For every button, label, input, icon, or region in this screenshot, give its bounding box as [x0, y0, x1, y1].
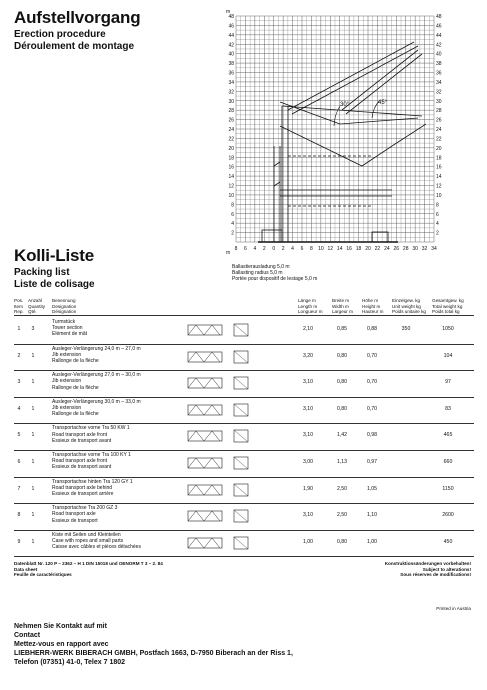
cell-total-weight: 660: [443, 459, 453, 465]
cell-designation: [52, 319, 192, 338]
col-header-length: Länge m Length m Longueur m: [298, 298, 323, 314]
packing-list-subtitle-en: Packing list: [14, 267, 70, 278]
item-sketch: [186, 348, 286, 368]
cell-length: 1,00: [302, 538, 314, 545]
designation-en: Jib extension: [52, 405, 82, 411]
cell-designation: [52, 505, 192, 524]
y-tick-label: 12: [228, 183, 234, 190]
col-header-height: Höhe m Height m Hauteur m: [362, 298, 384, 314]
chart-x-ticks: [235, 246, 437, 252]
designation-de: Transportachse vorne Tra 50 KW 1: [52, 425, 130, 432]
y-tick-label: 10: [228, 192, 234, 199]
changes-fr: Sous réserves de modifications!: [400, 572, 471, 577]
x-tick-label: 0: [272, 246, 276, 252]
col-header-pos: Pos. Item Rep.: [14, 298, 24, 314]
cell-qty: 1: [31, 379, 35, 386]
chart-grid: [236, 16, 434, 242]
designation-fr: Essieux de transport avant: [52, 464, 112, 471]
page-title: Aufstellvorgang: [14, 8, 141, 27]
designation-en: Jib extension: [52, 378, 82, 385]
cell-length: 3,10: [302, 432, 314, 439]
cell-height: 0,70: [366, 405, 378, 412]
page-subtitle-en: Erection procedure: [14, 29, 106, 40]
angle-label-30: 30°: [340, 102, 350, 108]
cell-width: 0,80: [336, 538, 348, 545]
y-tick-label: 18: [228, 155, 234, 162]
item-sketch: [186, 427, 286, 447]
y-tick-label: 6: [231, 211, 234, 218]
contact-line-4: LIEBHERR-WERK BIBERACH GMBH, Postfach 1663, D-7950 Biberach an der Riss 1,: [14, 650, 293, 657]
page-subtitle-fr: Déroulement de montage: [14, 41, 135, 52]
cell-designation: [52, 425, 192, 444]
y-tick-label: 44: [228, 32, 234, 39]
contact-block: [14, 622, 293, 667]
cell-width: 1,13: [336, 459, 348, 465]
y-tick-label: 44: [436, 32, 442, 39]
chart-y-unit: m: [226, 9, 231, 15]
changes-en: Subject to alterations!: [422, 566, 471, 572]
y-tick-label: 16: [436, 164, 442, 171]
table-row: [14, 424, 474, 450]
y-tick-label: 36: [436, 70, 442, 77]
cell-qty: 1: [31, 432, 35, 439]
cell-qty: 1: [31, 538, 35, 545]
cell-qty: 1: [31, 459, 35, 465]
designation-en: Road transport axle behind: [52, 484, 113, 491]
x-tick-label: 2: [262, 246, 266, 252]
datasheet-fr: Feuille de caractéristiques: [14, 572, 72, 577]
col-header-designation: Benennung Designation Désignation: [52, 298, 77, 314]
y-tick-label: 30: [228, 98, 234, 105]
designation-fr: Elément de mât: [52, 331, 88, 338]
cell-total-weight: 104: [443, 352, 453, 359]
cell-total-weight: 2600: [442, 512, 454, 519]
cell-height: 1,05: [366, 485, 378, 492]
y-tick-label: 26: [436, 117, 442, 124]
designation-de: Transportachse vorne Tra 100 KY 1: [52, 452, 131, 458]
cell-qty: 1: [31, 352, 35, 359]
designation-en: Road transport axle front: [52, 431, 108, 438]
chart-y-ticks: [228, 14, 234, 237]
cell-designation: [52, 346, 192, 365]
row-rule: [14, 556, 474, 557]
y-tick-label: 16: [228, 164, 234, 171]
contact-line-5: Telefon (07351) 41-0, Telex 7 1802: [14, 659, 126, 666]
cell-height: 0,70: [366, 379, 378, 386]
y-tick-label: 10: [436, 192, 442, 199]
printed-in: Printed in Austria: [436, 606, 471, 611]
cell-designation: [52, 372, 192, 391]
cell-pos: 3: [17, 379, 21, 386]
y-tick-label: 32: [228, 89, 234, 96]
y-tick-label: 42: [228, 42, 234, 49]
y-tick-label: 2: [436, 230, 439, 237]
designation-fr: Rallonge de la flèche: [52, 411, 99, 418]
cell-pos: 2: [17, 352, 21, 359]
cell-total-weight: 450: [443, 538, 453, 545]
x-tick-label: 16: [346, 246, 352, 252]
y-tick-label: 12: [436, 183, 442, 190]
y-tick-label: 8: [231, 202, 234, 209]
x-tick-label: 12: [327, 246, 334, 252]
cell-length: 3,20: [302, 352, 314, 359]
y-tick-label: 4: [436, 221, 439, 228]
designation-de: Ausleger-Verlängerung 24,0 m – 27,0 m: [52, 345, 141, 352]
table-row: [14, 478, 474, 504]
col-header-width: Breite m Width m Largeur m: [332, 298, 353, 314]
y-tick-label: 4: [231, 221, 234, 228]
y-tick-label: 40: [436, 51, 442, 58]
col-header-qty: Anzahl Quantity Qté.: [28, 298, 46, 314]
y-tick-label: 38: [228, 61, 234, 68]
cell-width: 0,80: [336, 405, 348, 412]
cell-width: 0,80: [336, 352, 348, 359]
designation-de: Transportachse Tra 200 GZ 3: [52, 505, 118, 512]
cell-width: 1,42: [336, 432, 348, 439]
changes-de: Konstruktionsänderungen vorbehalten!: [384, 561, 471, 566]
ballast-en: Ballasting radius 5,0 m: [232, 270, 283, 276]
table-row: [14, 371, 474, 397]
cell-total-weight: 1050: [442, 326, 454, 332]
cell-qty: 3: [31, 326, 35, 332]
designation-fr: Rallonge de la flèche: [52, 358, 99, 364]
designation-en: Road transport axle front: [52, 458, 108, 465]
cell-qty: 1: [31, 485, 35, 492]
cell-qty: 1: [31, 512, 35, 519]
item-sketch: [186, 401, 286, 421]
designation-fr: Essieux de transport arrière: [52, 491, 114, 497]
cell-pos: 8: [17, 512, 21, 519]
y-tick-label: 36: [228, 70, 234, 77]
alterations-block: [385, 561, 471, 578]
y-tick-label: 34: [436, 79, 442, 86]
table-row: [14, 531, 474, 557]
y-tick-label: 28: [436, 108, 442, 115]
cell-height: 0,98: [366, 432, 378, 439]
cell-length: 3,10: [302, 512, 314, 519]
item-sketch: [186, 321, 286, 341]
cell-pos: 6: [17, 459, 21, 465]
cell-height: 0,70: [366, 352, 378, 359]
y-tick-label: 48: [228, 14, 234, 20]
y-tick-label: 42: [436, 42, 442, 49]
x-tick-label: 8: [234, 246, 238, 252]
chart-x-unit: m: [226, 250, 231, 256]
cell-total-weight: 97: [445, 379, 451, 386]
cell-total-weight: 465: [443, 432, 453, 439]
x-tick-label: 6: [244, 246, 247, 252]
y-tick-label: 22: [228, 136, 234, 143]
x-tick-label: 32: [421, 246, 428, 252]
cell-length: 3,10: [302, 379, 314, 386]
x-tick-label: 8: [310, 246, 313, 252]
x-tick-label: 22: [374, 246, 381, 252]
cell-designation: [52, 532, 192, 551]
table-row: [14, 451, 474, 477]
cell-pos: 1: [17, 326, 21, 332]
designation-de: Transportachse hinten Tra 120 GY 1: [52, 478, 133, 485]
y-tick-label: 14: [436, 174, 442, 181]
packing-list-subtitle-fr: Liste de colisage: [14, 279, 95, 290]
cell-designation: [52, 399, 192, 418]
item-sketch: [186, 507, 286, 527]
y-tick-label: 30: [436, 98, 442, 105]
cell-total-weight: 83: [445, 405, 451, 412]
y-tick-label: 40: [228, 51, 234, 58]
table-row: [14, 504, 474, 530]
x-tick-label: 10: [318, 246, 324, 252]
cell-height: 0,88: [366, 326, 378, 332]
angle-label-45: 45°: [378, 100, 388, 106]
designation-de: Turmstück: [52, 319, 76, 325]
designation-de: Ausleger-Verlängerung 27,0 m – 30,0 m: [52, 372, 141, 379]
y-tick-label: 18: [436, 155, 442, 162]
cell-width: 2,50: [336, 485, 348, 492]
x-tick-label: 24: [384, 246, 390, 252]
table-header-rule: [14, 315, 474, 316]
cell-length: 3,00: [302, 459, 314, 465]
designation-en: Road transport axle: [52, 511, 96, 518]
col-header-total-weight: Gesamtgew. kg Total weight kg Poids total kg: [432, 298, 464, 314]
x-tick-label: 14: [336, 246, 343, 252]
x-tick-label: 30: [412, 246, 418, 252]
contact-line-2: Contact: [14, 632, 41, 639]
y-tick-label: 26: [228, 117, 234, 124]
cell-qty: 1: [31, 405, 35, 412]
designation-fr: Essieux de transport avant: [52, 437, 112, 444]
designation-en: Jib extension: [52, 351, 82, 358]
x-tick-label: 2: [281, 246, 285, 252]
cell-pos: 4: [17, 405, 21, 412]
y-tick-label: 46: [436, 23, 442, 30]
designation-en: Case with ropes and small parts: [52, 538, 124, 544]
x-tick-label: 34: [431, 246, 437, 252]
y-tick-label: 20: [436, 145, 442, 152]
cell-designation: [52, 452, 192, 471]
y-tick-label: 48: [436, 14, 442, 20]
cell-pos: 9: [17, 538, 21, 545]
chart-y-ticks-right: [436, 14, 442, 237]
designation-de: Kiste mit Seilen und Kleinteilen: [52, 531, 121, 538]
designation-fr: Essieux de transport: [52, 517, 98, 524]
cell-width: 2,50: [336, 512, 348, 519]
ballast-fr: Portée pour dispositif de lestage 5,0 m: [232, 276, 318, 282]
x-tick-label: 26: [393, 246, 400, 252]
cell-width: 0,85: [336, 326, 348, 332]
designation-fr: Rallonge de la flèche: [52, 384, 99, 391]
y-tick-label: 38: [436, 61, 442, 68]
cell-height: 1,10: [366, 512, 378, 519]
y-tick-label: 24: [228, 127, 234, 133]
cell-designation: [52, 479, 192, 498]
contact-line-3: Mettez-vous en rapport avec: [14, 641, 109, 648]
x-tick-label: 4: [291, 246, 294, 252]
cell-pos: 5: [17, 432, 21, 439]
datasheet-de: Datenblatt Nr. 120 P – 2362 – H 1 DIN 15018 und OENORM T 3 – 2. 84: [14, 561, 163, 566]
cell-length: 1,90: [302, 485, 314, 492]
y-tick-label: 32: [436, 89, 442, 96]
cell-pos: 7: [17, 485, 21, 492]
y-tick-label: 28: [228, 108, 234, 115]
ballast-note: [232, 264, 317, 282]
y-tick-label: 34: [228, 79, 234, 86]
x-tick-label: 18: [355, 246, 362, 252]
cell-height: 1,00: [366, 538, 378, 545]
item-sketch: [186, 481, 286, 501]
y-tick-label: 46: [228, 23, 234, 30]
table-row: [14, 345, 474, 371]
datasheet-en: Data sheet: [14, 566, 38, 572]
col-header-unit-weight: Einzelgew. kg Unit weight kg Poids unitaire kg: [392, 298, 426, 314]
y-tick-label: 14: [228, 174, 234, 181]
cell-height: 0,97: [366, 459, 378, 465]
x-tick-label: 20: [365, 246, 371, 252]
ballast-de: Ballastierausladung 5,0 m: [232, 264, 290, 270]
y-tick-label: 20: [228, 145, 234, 152]
y-tick-label: 22: [436, 136, 442, 143]
x-tick-label: 6: [300, 246, 304, 252]
cell-total-weight: 1150: [442, 485, 454, 492]
cell-width: 0,80: [336, 379, 348, 386]
cell-length: 2,10: [302, 326, 314, 332]
item-sketch: [186, 534, 286, 554]
y-tick-label: 8: [436, 202, 439, 209]
table-row: [14, 398, 474, 424]
cell-length: 3,10: [302, 405, 314, 412]
y-tick-label: 2: [231, 230, 234, 237]
designation-fr: Caisse avec câbles et pièces détachées: [52, 544, 141, 551]
x-tick-label: 4: [253, 246, 257, 252]
packing-list-title: Kolli-Liste: [14, 246, 94, 265]
erection-chart: [222, 6, 462, 258]
datasheet-block: [14, 561, 163, 578]
designation-en: Tower section: [52, 325, 83, 332]
y-tick-label: 24: [436, 127, 442, 133]
y-tick-label: 6: [436, 211, 439, 218]
x-tick-label: 28: [402, 246, 409, 252]
item-sketch: [186, 454, 286, 474]
table-row: [14, 318, 474, 344]
cell-unit-weight: 350: [401, 326, 411, 332]
item-sketch: [186, 374, 286, 394]
contact-line-1: Nehmen Sie Kontakt auf mit: [14, 623, 107, 630]
designation-de: Ausleger-Verlängerung 30,0 m – 33,0 m: [52, 398, 141, 405]
